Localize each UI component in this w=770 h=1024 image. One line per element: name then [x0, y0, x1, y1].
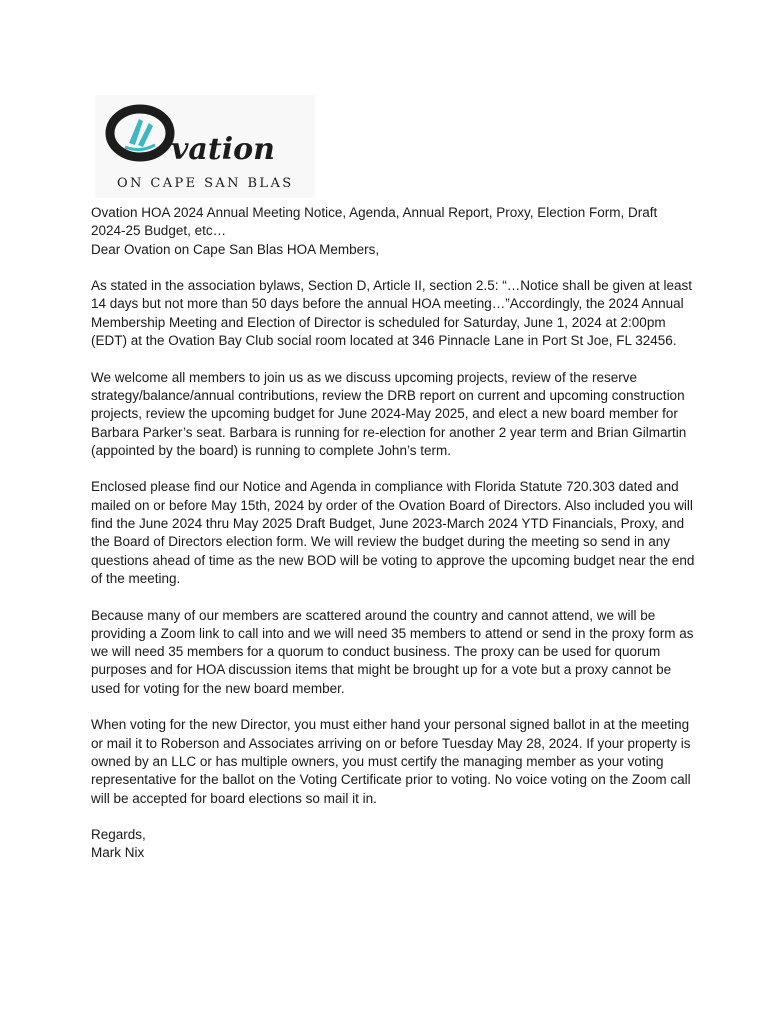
letter-closing: [91, 826, 696, 863]
logo-tagline: ON CAPE SAN BLAS: [117, 176, 294, 191]
letter-salutation: Dear Ovation on Cape San Blas HOA Members,: [91, 241, 380, 257]
letter-title-line-1: Ovation HOA 2024 Annual Meeting Notice, Agenda, Annual Report, Proxy, Election Form, Draft: [91, 205, 658, 220]
letter-header: [91, 204, 696, 259]
paragraph-enclosures: Enclosed please find our Notice and Agenda in compliance with Florida Statute 720.303 dated and mailed on or before May 15th, 2024 by order of the Ovation Board of Directors. Also included you will find the June 2024 thru May 2025 Draft Budget, June 2023-March 2024 YTD Financials, Proxy, and the Board of Directors election form. We will review the budget during the meeting so send in any questions ahead of time as the new BOD will be voting to approve the upcoming budget near the end of the meeting.: [91, 479, 695, 586]
paragraph-agenda-topics: We welcome all members to join us as we discuss upcoming projects, review of the reserve strategy/balance/annual contributions, review the DRB report on current and upcoming construction projects, review the upcoming budget for June 2024-May 2025, and elect a new board member for Barbara Parker’s seat. Barbara is running for re-election for another 2 year term and Brian Gilmartin (appointed by the board) is running to complete John’s term.: [91, 369, 687, 458]
closing-signer: Mark Nix: [91, 845, 145, 861]
closing-regards: Regards,: [91, 827, 146, 843]
ovation-logo: [95, 95, 315, 198]
logo-wordmark: vation: [171, 132, 275, 167]
paragraph-quorum-proxy: Because many of our members are scattered around the country and cannot attend, we will be providing a Zoom link to call into and we will need 35 members to attend or send in the proxy form as we will need 35 members for a quorum to conduct business. The proxy can be used for quorum purposes and for HOA discussion items that might be brought up for a vote but a proxy cannot be used for voting for the new board member.: [91, 607, 694, 696]
ovation-logo-graphic: [95, 95, 315, 198]
paragraph-meeting-notice: As stated in the association bylaws, Section D, Article II, section 2.5: “…Notice shall be given at least 14 days but not more than 50 days before the annual HOA meeting…”Accordingly, the 2024 Annual Membership Meeting and Election of Director is scheduled for Saturday, June 1, 2024 at 2:00pm (EDT) at the Ovation Bay Club social room located at 346 Pinnacle Lane in Port St Joe, FL 32456.: [91, 278, 693, 349]
letter-title-line-2: 2024-25 Budget, etc…: [91, 223, 227, 239]
letter-body: [91, 204, 696, 863]
paragraph-voting-instructions: When voting for the new Director, you must either hand your personal signed ballot in at the meeting or mail it to Roberson and Associates arriving on or before Tuesday May 28, 2024. If your property is owned by an LLC or has multiple owners, you must certify the managing member as your voting representative for the ballot on the Voting Certificate prior to voting. No voice voting on the Zoom call will be accepted for board elections so mail it in.: [91, 717, 691, 806]
